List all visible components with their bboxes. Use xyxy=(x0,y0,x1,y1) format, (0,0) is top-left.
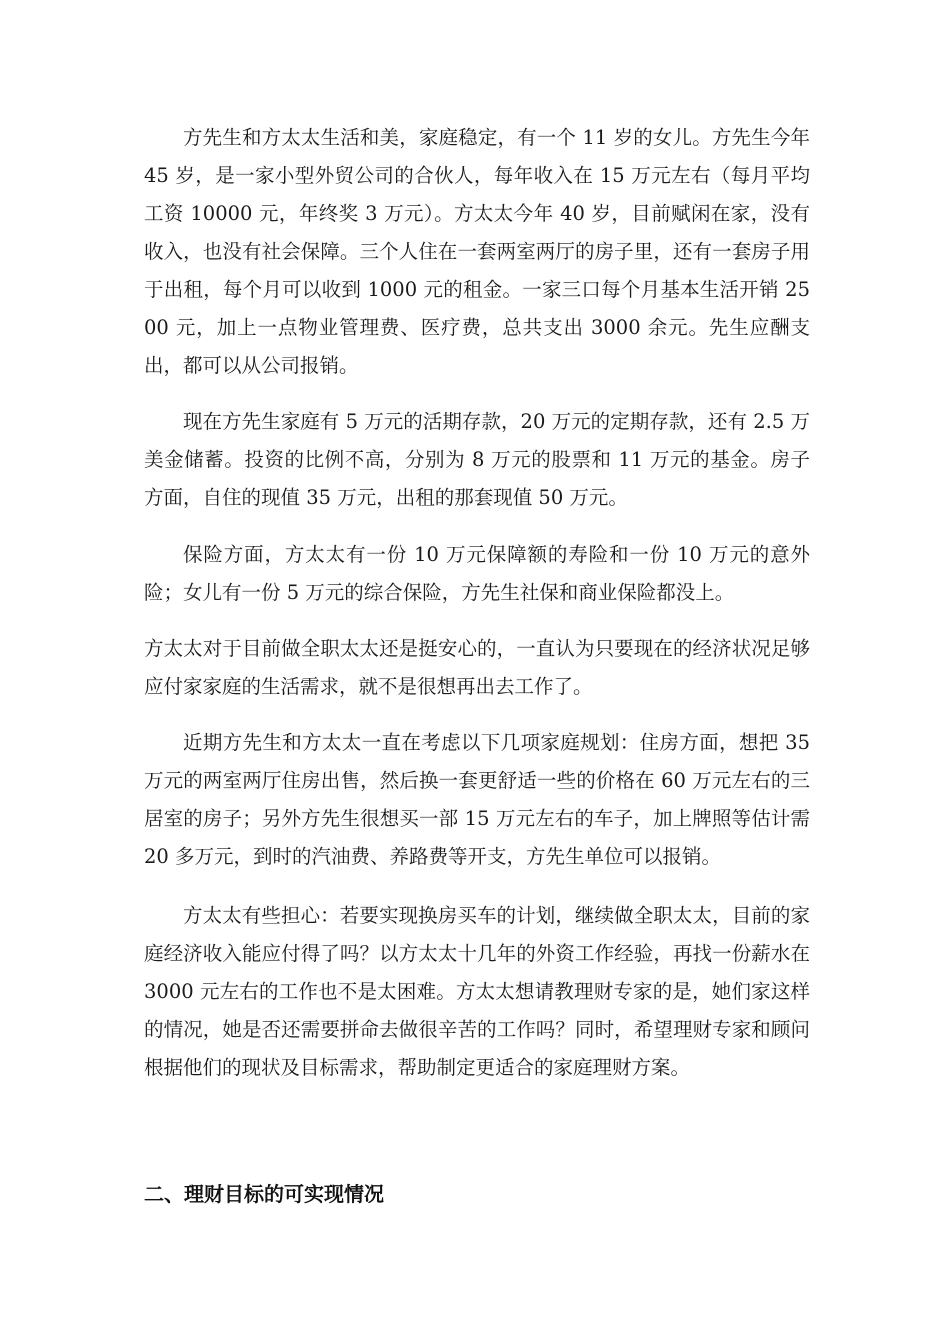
paragraph-wife-attitude: 方太太对于目前做全职太太还是挺安心的，一直认为只要现在的经济状况足够应付家家庭的生活需求，就不是很想再出去工作了。 xyxy=(144,637,810,698)
paragraph-concerns: 方太太有些担心：若要实现换房买车的计划，继续做全职太太，目前的家庭经济收入能应付得了吗？以方太太十几年的外资工作经验，再找一份薪水在 3000 元左右的工作也不是太困难。方太太想请教理财专家的是，她们家这样的情况，她是否还需要拼命去做很辛苦的工作吗？同时，希望理财专家和顾问根据他们的现状及目标需求，帮助制定更适合的家庭理财方案。 xyxy=(144,904,810,1079)
paragraph-assets: 现在方先生家庭有 5 万元的活期存款，20 万元的定期存款，还有 2.5 万美金储蓄。投资的比例不高，分别为 8 万元的股票和 11 万元的基金。房子方面，自住的现值 35 万元，出租的那套现值 50 万元。 xyxy=(144,410,810,509)
paragraph-family-background: 方先生和方太太生活和美，家庭稳定，有一个 11 岁的女儿。方先生今年 45 岁，是一家小型外贸公司的合伙人，每年收入在 15 万元左右（每月平均工资 10000 元，年终奖 3 万元）。方太太今年 40 岁，目前赋闲在家，没有收入，也没有社会保障。三个人住在一套两室两厅的房子里，还有一套房子用于出租，每个月可以收到 1000 元的租金。一家三口每个月基本生活开销 2500 元，加上一点物业管理费、医疗费，总共支出 3000 余元。先生应酬支出，都可以从公司报销。 xyxy=(144,126,810,377)
paragraph-family-plans: 近期方先生和方太太一直在考虑以下几项家庭规划：住房方面，想把 35 万元的两室两厅住房出售，然后换一套更舒适一些的价格在 60 万元左右的三居室的房子；另外方先生很想买一部 15 万元左右的车子，加上牌照等估计需 20 多万元，到时的汽油费、养路费等开支，方先生单位可以报销。 xyxy=(144,731,810,868)
section-heading: 二、理财目标的可实现情况 xyxy=(144,1182,384,1206)
paragraph-insurance: 保险方面，方太太有一份 10 万元保障额的寿险和一份 10 万元的意外险；女儿有一份 5 万元的综合保险，方先生社保和商业保险都没上。 xyxy=(144,543,810,604)
